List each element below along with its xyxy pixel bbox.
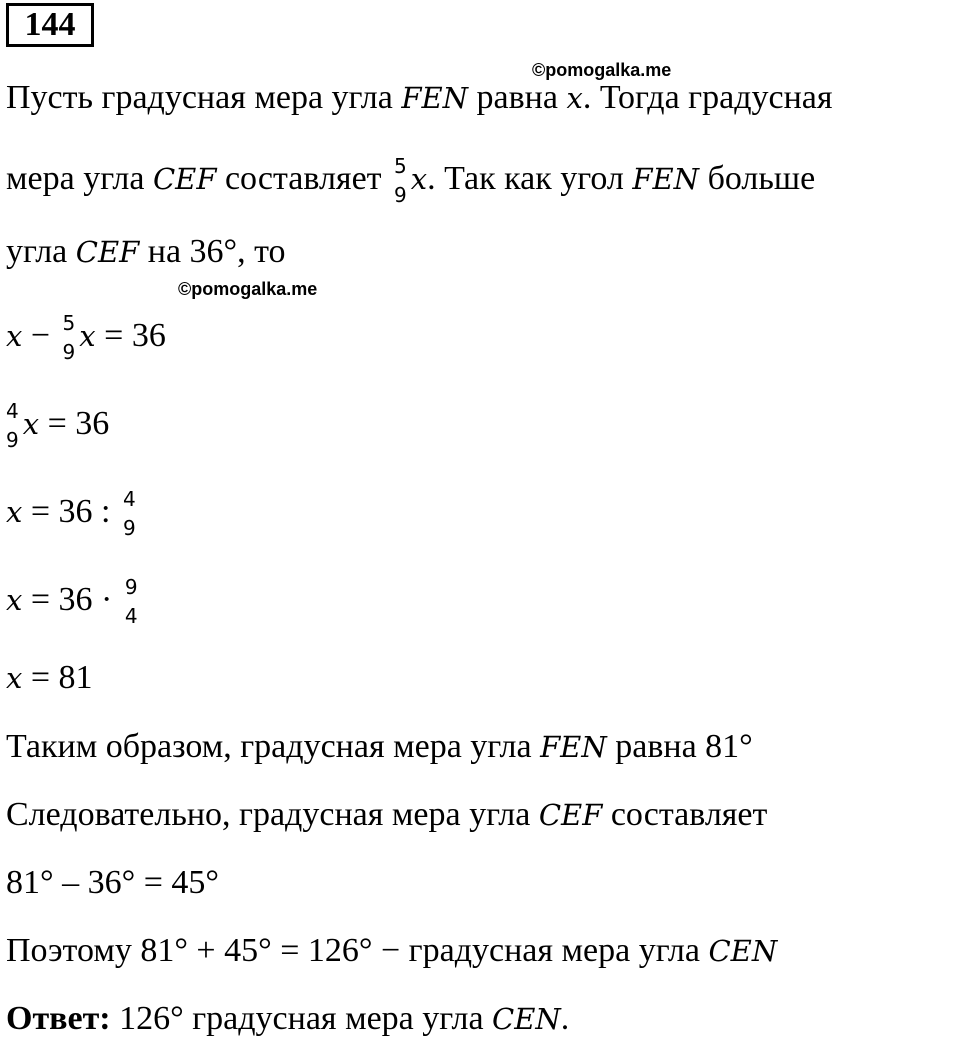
angle-label: CEN — [492, 1002, 561, 1036]
line-9 — [6, 727, 753, 767]
variable: x — [79, 318, 96, 353]
text: = 36 — [39, 404, 110, 442]
watermark-middle: ©pomogalka.me — [178, 279, 318, 299]
text: − — [22, 316, 59, 354]
line-7 — [6, 576, 142, 628]
text: 81° – 36° = 45° — [6, 864, 219, 901]
line-3 — [6, 232, 286, 272]
text: Следовательно, градусная мера угла — [6, 796, 539, 833]
text: мера угла — [6, 159, 153, 197]
text: Поэтому 81° + 45° = 126° − градусная мера угла — [6, 932, 709, 969]
line-8 — [6, 658, 93, 698]
line-4 — [6, 312, 166, 364]
angle-label: CEF — [152, 161, 217, 196]
variable: x — [410, 161, 428, 196]
numerator: 4 — [122, 487, 136, 511]
line-12 — [6, 931, 777, 971]
variable: x — [6, 582, 23, 617]
angle-label: CEF — [75, 235, 140, 269]
denominator: 9 — [62, 340, 76, 364]
text: . Так как угол — [427, 159, 633, 197]
text: Пусть градусная мера угла — [6, 79, 402, 116]
text: равна 81° — [606, 728, 753, 765]
numerator: 9 — [124, 575, 138, 599]
variable: x — [6, 661, 23, 695]
answer-label: Ответ: — [6, 1000, 111, 1037]
text: составляет — [602, 796, 768, 833]
angle-label: FEN — [401, 81, 469, 115]
angle-label: CEN — [708, 934, 778, 968]
variable: x — [22, 406, 40, 441]
line-6 — [6, 488, 140, 540]
text: на 36°, то — [139, 233, 286, 270]
line-2 — [6, 155, 815, 207]
text: . — [560, 1000, 570, 1037]
line-1 — [6, 78, 833, 118]
variable: x — [566, 81, 583, 115]
text: составляет — [216, 159, 391, 197]
text: . Тогда градусная — [582, 79, 833, 116]
text: Таким образом, градусная мера угла — [6, 728, 541, 765]
angle-label: FEN — [632, 161, 700, 196]
fraction — [125, 576, 138, 628]
text: = 36 : — [22, 492, 119, 530]
problem-number: 144 — [6, 3, 94, 47]
text: 126° градусная мера угла — [110, 1000, 493, 1037]
numerator: 5 — [394, 154, 407, 178]
variable: x — [6, 318, 23, 353]
line-11 — [6, 863, 219, 903]
line-10 — [6, 795, 767, 835]
denominator: 9 — [6, 428, 19, 452]
watermark-top: ©pomogalka.me — [532, 60, 672, 80]
fraction — [63, 312, 76, 364]
fraction — [6, 400, 19, 452]
denominator: 9 — [394, 183, 407, 207]
text: = 36 · — [22, 580, 121, 618]
denominator: 9 — [122, 516, 136, 540]
text: равна — [468, 79, 567, 116]
line-13-answer — [6, 999, 569, 1039]
numerator: 5 — [62, 311, 76, 335]
text: больше — [699, 159, 816, 197]
angle-label: CEF — [538, 798, 603, 832]
fraction — [394, 155, 407, 207]
text: = 81 — [22, 659, 93, 696]
text: угла — [6, 233, 76, 270]
fraction — [123, 488, 136, 540]
denominator: 4 — [124, 604, 138, 628]
angle-label: FEN — [540, 730, 607, 764]
text: = 36 — [95, 316, 166, 354]
variable: x — [6, 494, 23, 529]
numerator: 4 — [6, 399, 19, 423]
line-5 — [6, 400, 109, 452]
